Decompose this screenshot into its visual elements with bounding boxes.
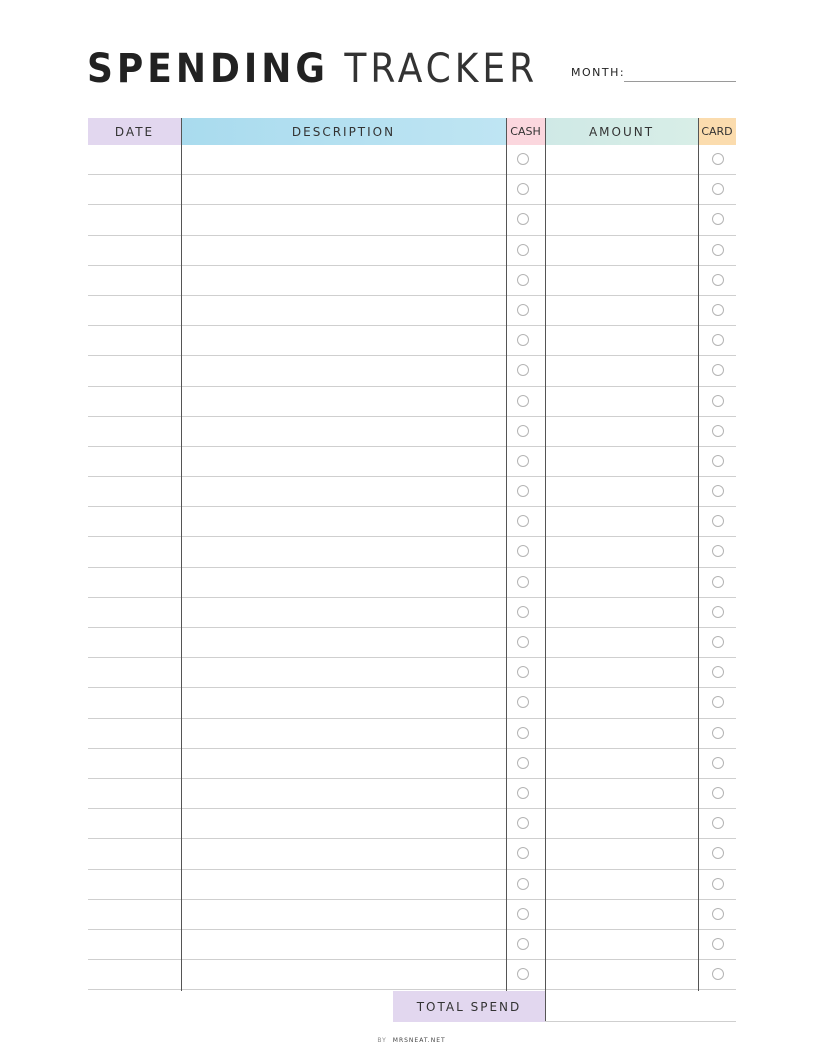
card-radio[interactable] — [712, 545, 724, 557]
table-row[interactable] — [88, 839, 736, 869]
card-radio[interactable] — [712, 847, 724, 859]
card-radio[interactable] — [712, 213, 724, 225]
card-radio[interactable] — [712, 696, 724, 708]
month-label: MONTH: — [571, 66, 626, 79]
footer-site: MRSNEAT.NET — [392, 1037, 446, 1044]
card-radio[interactable] — [712, 878, 724, 890]
cash-radio[interactable] — [517, 395, 529, 407]
card-radio[interactable] — [712, 757, 724, 769]
card-radio[interactable] — [712, 455, 724, 467]
table-row[interactable] — [88, 900, 736, 930]
table-row[interactable] — [88, 870, 736, 900]
cash-radio[interactable] — [517, 847, 529, 859]
cash-radio[interactable] — [517, 545, 529, 557]
card-radio[interactable] — [712, 153, 724, 165]
column-divider — [506, 118, 507, 991]
table-row[interactable] — [88, 205, 736, 235]
cash-radio[interactable] — [517, 455, 529, 467]
card-radio[interactable] — [712, 425, 724, 437]
cash-radio[interactable] — [517, 606, 529, 618]
table-row[interactable] — [88, 145, 736, 175]
cash-radio[interactable] — [517, 938, 529, 950]
cash-radio[interactable] — [517, 666, 529, 678]
cash-radio[interactable] — [517, 817, 529, 829]
table-row[interactable] — [88, 749, 736, 779]
table-row[interactable] — [88, 387, 736, 417]
cash-radio[interactable] — [517, 244, 529, 256]
cash-radio[interactable] — [517, 364, 529, 376]
cash-radio[interactable] — [517, 515, 529, 527]
month-input-line[interactable] — [624, 81, 736, 82]
cash-radio[interactable] — [517, 727, 529, 739]
column-header-amount: AMOUNT — [545, 118, 698, 145]
card-radio[interactable] — [712, 938, 724, 950]
cash-radio[interactable] — [517, 334, 529, 346]
card-radio[interactable] — [712, 787, 724, 799]
card-radio[interactable] — [712, 334, 724, 346]
table-row[interactable] — [88, 779, 736, 809]
table-row[interactable] — [88, 326, 736, 356]
cash-radio[interactable] — [517, 787, 529, 799]
table-row[interactable] — [88, 296, 736, 326]
table-row[interactable] — [88, 719, 736, 749]
card-radio[interactable] — [712, 304, 724, 316]
title-light: TRACKER — [344, 46, 539, 92]
cash-radio[interactable] — [517, 274, 529, 286]
column-header-description: DESCRIPTION — [181, 118, 506, 145]
card-radio[interactable] — [712, 968, 724, 980]
table-row[interactable] — [88, 477, 736, 507]
table-row[interactable] — [88, 658, 736, 688]
cash-radio[interactable] — [517, 485, 529, 497]
cash-radio[interactable] — [517, 576, 529, 588]
cash-radio[interactable] — [517, 183, 529, 195]
column-divider — [698, 118, 699, 991]
card-radio[interactable] — [712, 395, 724, 407]
card-radio[interactable] — [712, 183, 724, 195]
table-row[interactable] — [88, 537, 736, 567]
page-title — [87, 46, 538, 92]
table-row[interactable] — [88, 236, 736, 266]
card-radio[interactable] — [712, 576, 724, 588]
column-divider — [181, 118, 182, 991]
table-row[interactable] — [88, 417, 736, 447]
column-header-date: DATE — [88, 118, 181, 145]
cash-radio[interactable] — [517, 425, 529, 437]
card-radio[interactable] — [712, 364, 724, 376]
card-radio[interactable] — [712, 606, 724, 618]
cash-radio[interactable] — [517, 696, 529, 708]
card-radio[interactable] — [712, 274, 724, 286]
table-row[interactable] — [88, 628, 736, 658]
table-row[interactable] — [88, 930, 736, 960]
card-radio[interactable] — [712, 817, 724, 829]
table-row[interactable] — [88, 447, 736, 477]
tracker-rows — [88, 145, 736, 990]
title-bold: SPENDING — [87, 46, 329, 92]
cash-radio[interactable] — [517, 968, 529, 980]
cash-radio[interactable] — [517, 878, 529, 890]
card-radio[interactable] — [712, 485, 724, 497]
footer-by: BY — [377, 1037, 387, 1044]
table-row[interactable] — [88, 568, 736, 598]
total-spend-label: TOTAL SPEND — [393, 991, 545, 1022]
cash-radio[interactable] — [517, 304, 529, 316]
card-radio[interactable] — [712, 727, 724, 739]
total-spend-field[interactable] — [545, 991, 736, 1022]
column-divider — [545, 118, 546, 1022]
cash-radio[interactable] — [517, 636, 529, 648]
cash-radio[interactable] — [517, 153, 529, 165]
card-radio[interactable] — [712, 666, 724, 678]
card-radio[interactable] — [712, 636, 724, 648]
card-radio[interactable] — [712, 515, 724, 527]
cash-radio[interactable] — [517, 757, 529, 769]
table-row[interactable] — [88, 175, 736, 205]
footer-credit — [0, 1037, 823, 1044]
card-radio[interactable] — [712, 908, 724, 920]
table-row[interactable] — [88, 960, 736, 990]
table-row[interactable] — [88, 809, 736, 839]
table-row[interactable] — [88, 356, 736, 386]
column-header-cash: CASH — [506, 118, 545, 145]
cash-radio[interactable] — [517, 213, 529, 225]
table-row[interactable] — [88, 507, 736, 537]
column-header-card: CARD — [698, 118, 736, 145]
table-row[interactable] — [88, 598, 736, 628]
card-radio[interactable] — [712, 244, 724, 256]
table-row[interactable] — [88, 688, 736, 718]
cash-radio[interactable] — [517, 908, 529, 920]
table-row[interactable] — [88, 266, 736, 296]
